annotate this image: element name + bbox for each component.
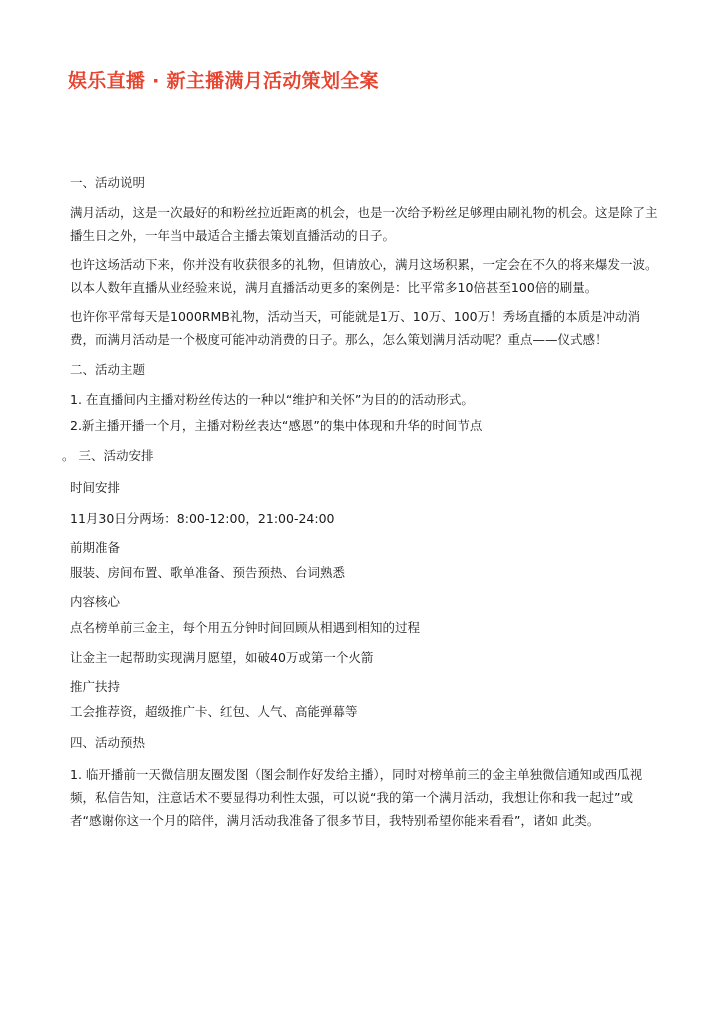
section-activity-theme bbox=[70, 361, 660, 435]
subsection-text: 点名榜单前三金主，每个用五分钟时间回顾从相遇到相知的过程 bbox=[70, 620, 421, 635]
list-item: 2.新主播开播一个月，主播对粉丝表达“感恩”的集中体现和升华的时间节点 bbox=[70, 418, 483, 433]
section-activity-warmup bbox=[70, 734, 660, 832]
subsection-label: 前期准备 bbox=[70, 540, 121, 555]
section-heading: 一、活动说明 bbox=[70, 175, 146, 190]
subsection-label: 内容核心 bbox=[70, 594, 121, 609]
document-title: 娱乐直播 · 新主播满月活动策划全案 bbox=[68, 70, 379, 92]
paragraph: 1. 临开播前一天微信朋友圈发图（图会制作好发给主播），同时对榜单前三的金主单独微信通知或西瓜视频，私信告知，注意话术不要显得功利性太强，可以说“我的第一个满月活动，我想让你和我一起过”或者“感谢你这一个月的陪伴，满月活动我准备了很多节目，我特别希望你能来看看”，诸如 此类。 bbox=[70, 767, 643, 828]
subsection-label: 时间安排 bbox=[70, 480, 121, 495]
paragraph: 满月活动，这是一次最好的和粉丝拉近距离的机会，也是一次给予粉丝足够理由刷礼物的机会。这是除了主播生日之外，一年当中最适合主播去策划直播活动的日子。 bbox=[70, 205, 658, 243]
subsection-text: 工会推荐资，超级推广卡、红包、人气、高能弹幕等 bbox=[70, 704, 358, 719]
subsection-label: 推广扶持 bbox=[70, 679, 121, 694]
section-activity-schedule bbox=[62, 447, 660, 721]
paragraph: 也许你平常每天是1000RMB礼物，活动当天，可能就是1万、10万、100万！秀场直播的本质是冲动消费，而满月活动是一个极度可能冲动消费的日子。那么，怎么策划满月活动呢？重点——仪式感！ bbox=[70, 309, 641, 347]
subsection-text: 服装、房间布置、歌单准备、预告预热、台词熟悉 bbox=[70, 565, 346, 580]
subsection-text: 11月30日分两场：8:00-12:00，21:00-24:00 bbox=[70, 511, 335, 526]
list-item: 1. 在直播间内主播对粉丝传达的一种以“维护和关怀”为目的的活动形式。 bbox=[70, 392, 474, 407]
section-heading: 。 三、活动安排 bbox=[62, 448, 154, 463]
section-heading: 二、活动主题 bbox=[70, 362, 146, 377]
document-body bbox=[62, 174, 660, 838]
section-activity-description bbox=[70, 174, 660, 351]
section-heading: 四、活动预热 bbox=[70, 735, 146, 750]
paragraph: 也许这场活动下来，你并没有收获很多的礼物，但请放心，满月这场积累，一定会在不久的将来爆发一波。以本人数年直播从业经验来说，满月直播活动更多的案例是：比平常多10倍甚至100倍的刷量。 bbox=[70, 257, 658, 295]
subsection-text: 让金主一起帮助实现满月愿望，如破40万或第一个火箭 bbox=[70, 650, 374, 665]
